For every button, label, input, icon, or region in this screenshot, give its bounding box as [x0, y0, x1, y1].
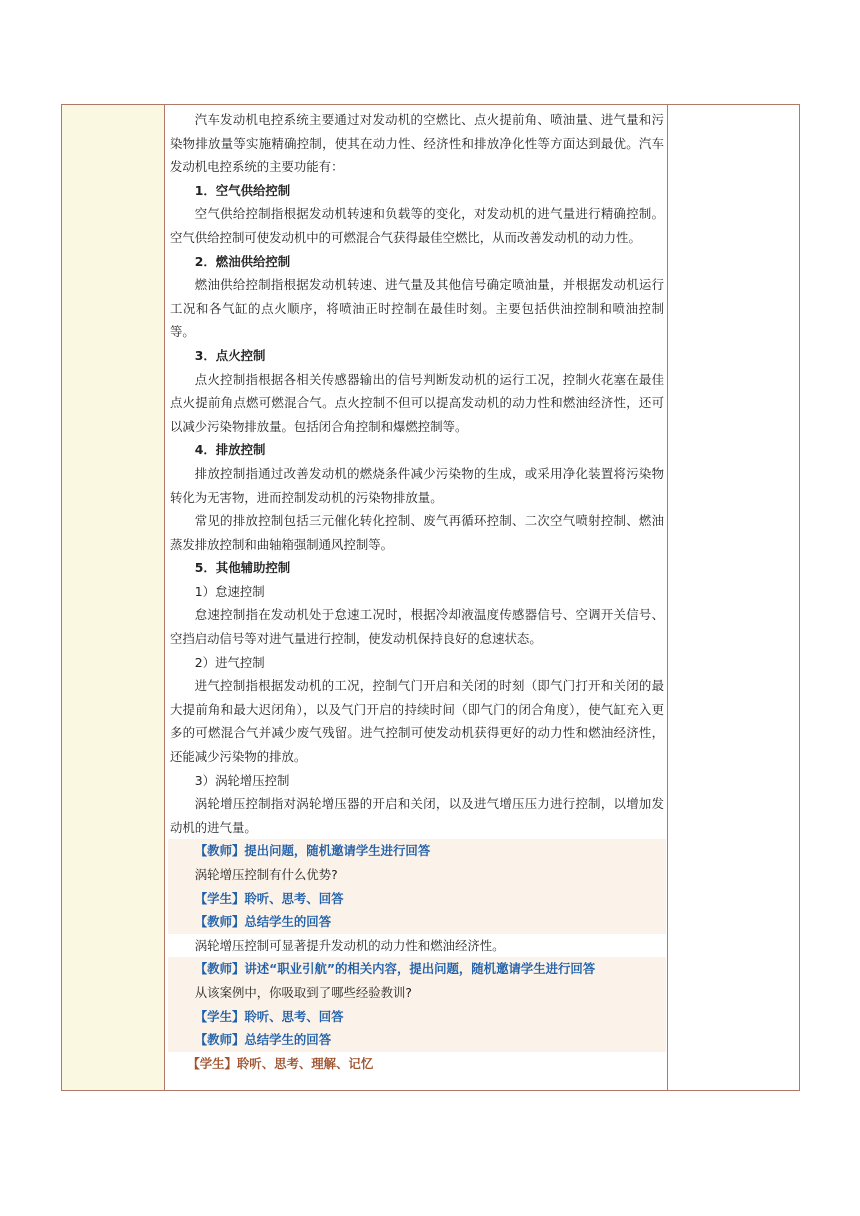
section-1-title: 1．空气供给控制	[194, 182, 291, 198]
section-5-1-text: 怠速控制指在发动机处于怠速工况时，根据冷却液温度传感器信号、空调开关信号、空挡启动信号等对进气量进行控制，使发动机保持良好的怠速状态。	[170, 607, 664, 647]
section-4-text-2: 常见的排放控制包括三元催化转化控制、废气再循环控制、二次空气喷射控制、燃油蒸发排放控制和曲轴箱强制通风控制等。	[170, 513, 664, 552]
section-5-3-text: 涡轮增压控制指对涡轮增压器的开启和关闭，以及进气增压压力进行控制，以增加发动机的进气量。	[170, 796, 664, 835]
student-response-1: 【学生】聆听、思考、回答	[194, 890, 344, 906]
section-5-title: 5．其他辅助控制	[194, 560, 291, 576]
section-4-title: 4．排放控制	[194, 442, 266, 458]
teacher-ask-1: 【教师】提出问题，随机邀请学生进行回答	[194, 843, 431, 859]
section-4-text-1: 排放控制指通过改善发动机的燃烧条件减少污染物的生成，或采用净化装置将污染物转化为无害物，进而控制发动机的污染物排放量。	[170, 465, 664, 505]
teacher-ask-2: 【教师】讲述“职业引航”的相关内容，提出问题，随机邀请学生进行回答	[194, 961, 596, 977]
section-5-1-title: 1）怠速控制	[194, 583, 265, 599]
section-5-2-text: 进气控制指根据发动机的工况，控制气门开启和关闭的时刻（即气门打开和关闭的最大提前角和最大迟闭角），以及气门开启的持续时间（即气门的闭合角度），使气缸充入更多的可燃混合气并减少废气残留。进气控制可使发动机获得更好的动力性和燃油经济性，还能减少污染物的排放。	[170, 678, 664, 765]
section-3-title: 3．点火控制	[194, 347, 266, 363]
left-column	[62, 105, 165, 1090]
student-response-2: 【学生】聆听、思考、回答	[194, 1008, 344, 1024]
section-1-text: 空气供给控制指根据发动机转速和负载等的变化，对发动机的进气量进行精确控制。空气供给控制可使发动机中的可燃混合气获得最佳空燃比，从而改善发动机的动力性。	[170, 206, 664, 245]
section-2-title: 2．燃油供给控制	[194, 253, 291, 269]
answer-1: 涡轮增压控制可显著提升发动机的动力性和燃油经济性。	[194, 937, 505, 953]
question-2: 从该案例中，你吸取到了哪些经验教训?	[194, 984, 413, 1000]
footer-student-note: 【学生】聆听、思考、理解、记忆	[187, 1055, 374, 1071]
qa-block-2	[168, 957, 666, 1051]
content-cell	[170, 108, 664, 1075]
teacher-summary-2: 【教师】总结学生的回答	[194, 1032, 332, 1048]
lesson-table	[61, 104, 800, 1091]
intro-paragraph: 汽车发动机电控系统主要通过对发动机的空燃比、点火提前角、喷油量、进气量和污染物排放量等实施精确控制，使其在动力性、经济性和排放净化性等方面达到最优。汽车发动机电控系统的主要功能有：	[170, 112, 664, 175]
section-3-text: 点火控制指根据各相关传感器输出的信号判断发动机的运行工况，控制火花塞在最佳点火提前角点燃可燃混合气。点火控制不但可以提高发动机的动力性和燃油经济性，还可以减少污染物排放量。包括闭合角控制和爆燃控制等。	[170, 371, 664, 434]
teacher-summary-1: 【教师】总结学生的回答	[194, 914, 332, 930]
qa-block-1	[168, 839, 666, 933]
right-column	[667, 105, 799, 1090]
section-5-2-title: 2）进气控制	[194, 654, 265, 670]
question-1: 涡轮增压控制有什么优势?	[194, 867, 338, 882]
section-2-text: 燃油供给控制指根据发动机转速、进气量及其他信号确定喷油量，并根据发动机运行工况和各气缸的点火顺序，将喷油正时控制在最佳时刻。主要包括供油控制和喷油控制等。	[170, 277, 664, 340]
section-5-3-title: 3）涡轮增压控制	[194, 772, 290, 788]
